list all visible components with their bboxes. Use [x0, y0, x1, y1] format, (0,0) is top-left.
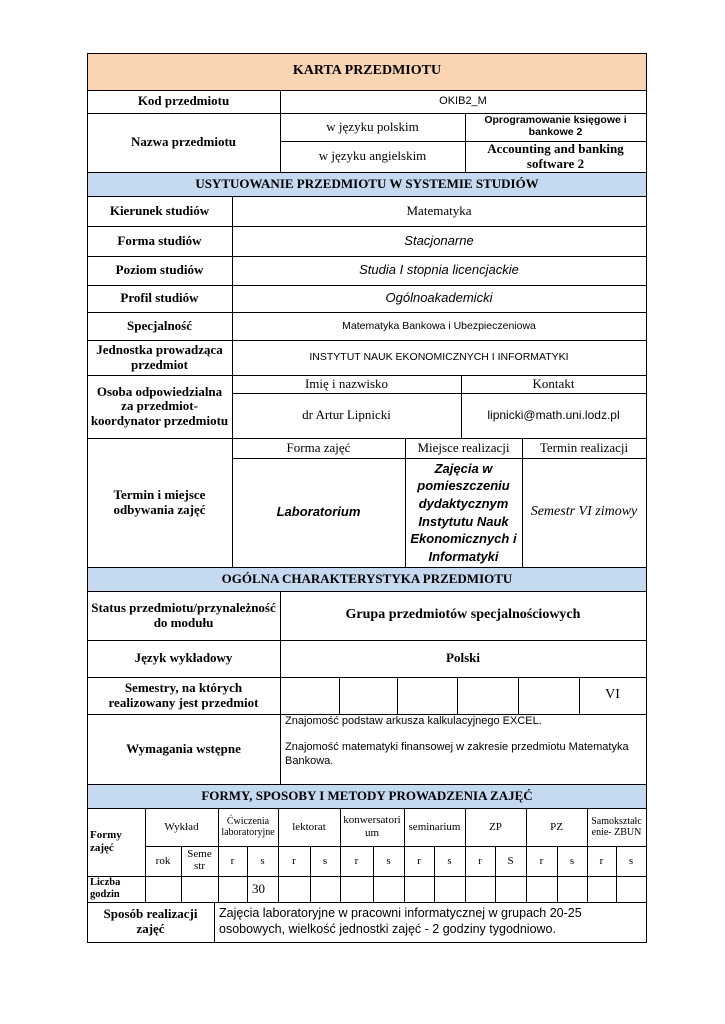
section1-heading: USYTUOWANIE PRZEDMIOTU W SYSTEMIE STUDIÓW	[195, 175, 539, 191]
method-value: Zajęcia laboratoryjne w pracowni informatycznej w grupach 20-25 osobowych, wielkość jednostki zajęć - 2 godziny tygodniowo.	[219, 906, 582, 937]
en-value: Accounting and banking software 2	[487, 140, 624, 171]
status-value: Grupa przedmiotów specjalnościowych	[345, 607, 581, 623]
en-label: w języku angielskim	[318, 148, 427, 164]
row-value: Matematyka	[406, 202, 472, 218]
form-type: ZP	[489, 820, 502, 833]
requirements-line-2: Znajomość matematyki finansowej w zakresie przedmiotu Matematyka Bankowa.	[285, 741, 629, 767]
sub-header: s	[260, 854, 265, 867]
schedule-form: Laboratorium	[276, 504, 361, 520]
form-type: Samokształcenie- ZBUN	[591, 816, 642, 838]
row-value: Ogólnoakademicki	[385, 290, 493, 306]
forms-label: Formy zajęć	[90, 829, 122, 854]
lang-label: Język wykładowy	[134, 650, 233, 666]
schedule-place: Zajęcia w pomieszczeniu dydaktycznym Instytutu Nauk Ekonomicznych i Informatyki	[410, 460, 517, 564]
place-header: Miejsce realizacji	[417, 439, 510, 455]
form-header: Forma zajęć	[286, 439, 351, 455]
sub-header: s	[628, 854, 634, 867]
requirements-label: Wymagania wstępne	[126, 740, 241, 756]
method-label: Sposób realizacji zajęć	[103, 906, 198, 936]
form-type: konwersatorium	[343, 814, 401, 839]
form-type: PZ	[550, 820, 563, 833]
coordinator-name: dr Artur Lipnicki	[302, 407, 391, 423]
row-value: Matematyka Bankowa i Ubezpieczeniowa	[342, 319, 536, 332]
code-label: Kod przedmiotu	[137, 93, 230, 109]
contact-header: Kontakt	[532, 375, 575, 391]
coordinator-label: Osoba odpowiedzialna za przedmiot- koordynator przedmiotu	[90, 383, 229, 428]
sub-header: r	[292, 854, 296, 867]
sub-header: s	[386, 854, 391, 867]
row-label: Poziom studiów	[115, 262, 204, 278]
sub-header: Seme str	[187, 848, 212, 872]
row-label: Profil studiów	[120, 290, 199, 306]
lang-value: Polski	[446, 650, 480, 666]
status-label: Status przedmiotu/przynależność do modułu	[91, 599, 276, 630]
row-label: Specjalność	[127, 317, 192, 333]
page-title: KARTA PRZEDMIOTU	[292, 63, 442, 79]
section2-heading: OGÓLNA CHARAKTERYSTYKA PRZEDMIOTU	[221, 570, 513, 586]
schedule-label: Termin i miejsce odbywania zajęć	[113, 486, 206, 517]
sub-header: s	[447, 854, 452, 867]
coordinator-email[interactable]: lipnicki@math.uni.lodz.pl	[487, 407, 620, 422]
row-label: Forma studiów	[117, 232, 202, 248]
sub-header: S	[507, 854, 514, 867]
hours-label: Liczba godzin	[90, 877, 121, 900]
hours-value: 30	[252, 880, 265, 896]
row-value: Stacjonarne	[404, 232, 474, 248]
form-type: Wykład	[164, 820, 199, 833]
row-value: INSTYTUT NAUK EKONOMICZNYCH I INFORMATYKI	[309, 351, 569, 364]
form-type: seminarium	[408, 820, 461, 833]
form-type: lektorat	[292, 820, 326, 833]
code-value: OKIB2_M	[439, 95, 487, 108]
sub-header: s	[322, 854, 328, 867]
form-type: Ćwiczenia laboratoryjne	[221, 815, 275, 838]
sub-header: s	[569, 854, 575, 867]
pl-value: Oprogramowanie księgowe i bankowe 2	[484, 114, 627, 138]
semesters-label: Semestry, na których realizowany jest przedmiot	[108, 679, 259, 710]
sub-header: r	[478, 854, 482, 867]
sub-header: rok	[155, 854, 171, 867]
row-label: Kierunek studiów	[109, 202, 210, 218]
row-value: Studia I stopnia licencjackie	[359, 262, 519, 278]
section3-heading: FORMY, SPOSOBY I METODY PROWADZENIA ZAJĘĆ	[201, 787, 533, 803]
row-label: Jednostka prowadząca przedmiot	[96, 342, 223, 372]
pl-label: w języku polskim	[326, 118, 419, 134]
sub-header: r	[230, 854, 235, 867]
schedule-term: Semestr VI zimowy	[530, 504, 638, 520]
name-header: Imię i nazwisko	[304, 375, 389, 391]
sub-header: r	[417, 854, 421, 867]
requirements-line-1: Znajomość podstaw arkusza kalkulacyjnego EXCEL.	[285, 715, 542, 727]
name-label: Nazwa przedmiotu	[130, 134, 237, 150]
term-header: Termin realizacji	[539, 439, 629, 455]
sub-header: r	[599, 854, 604, 867]
sub-header: r	[539, 854, 544, 867]
semesters-value: VI	[605, 687, 620, 703]
sub-header: r	[354, 854, 359, 867]
